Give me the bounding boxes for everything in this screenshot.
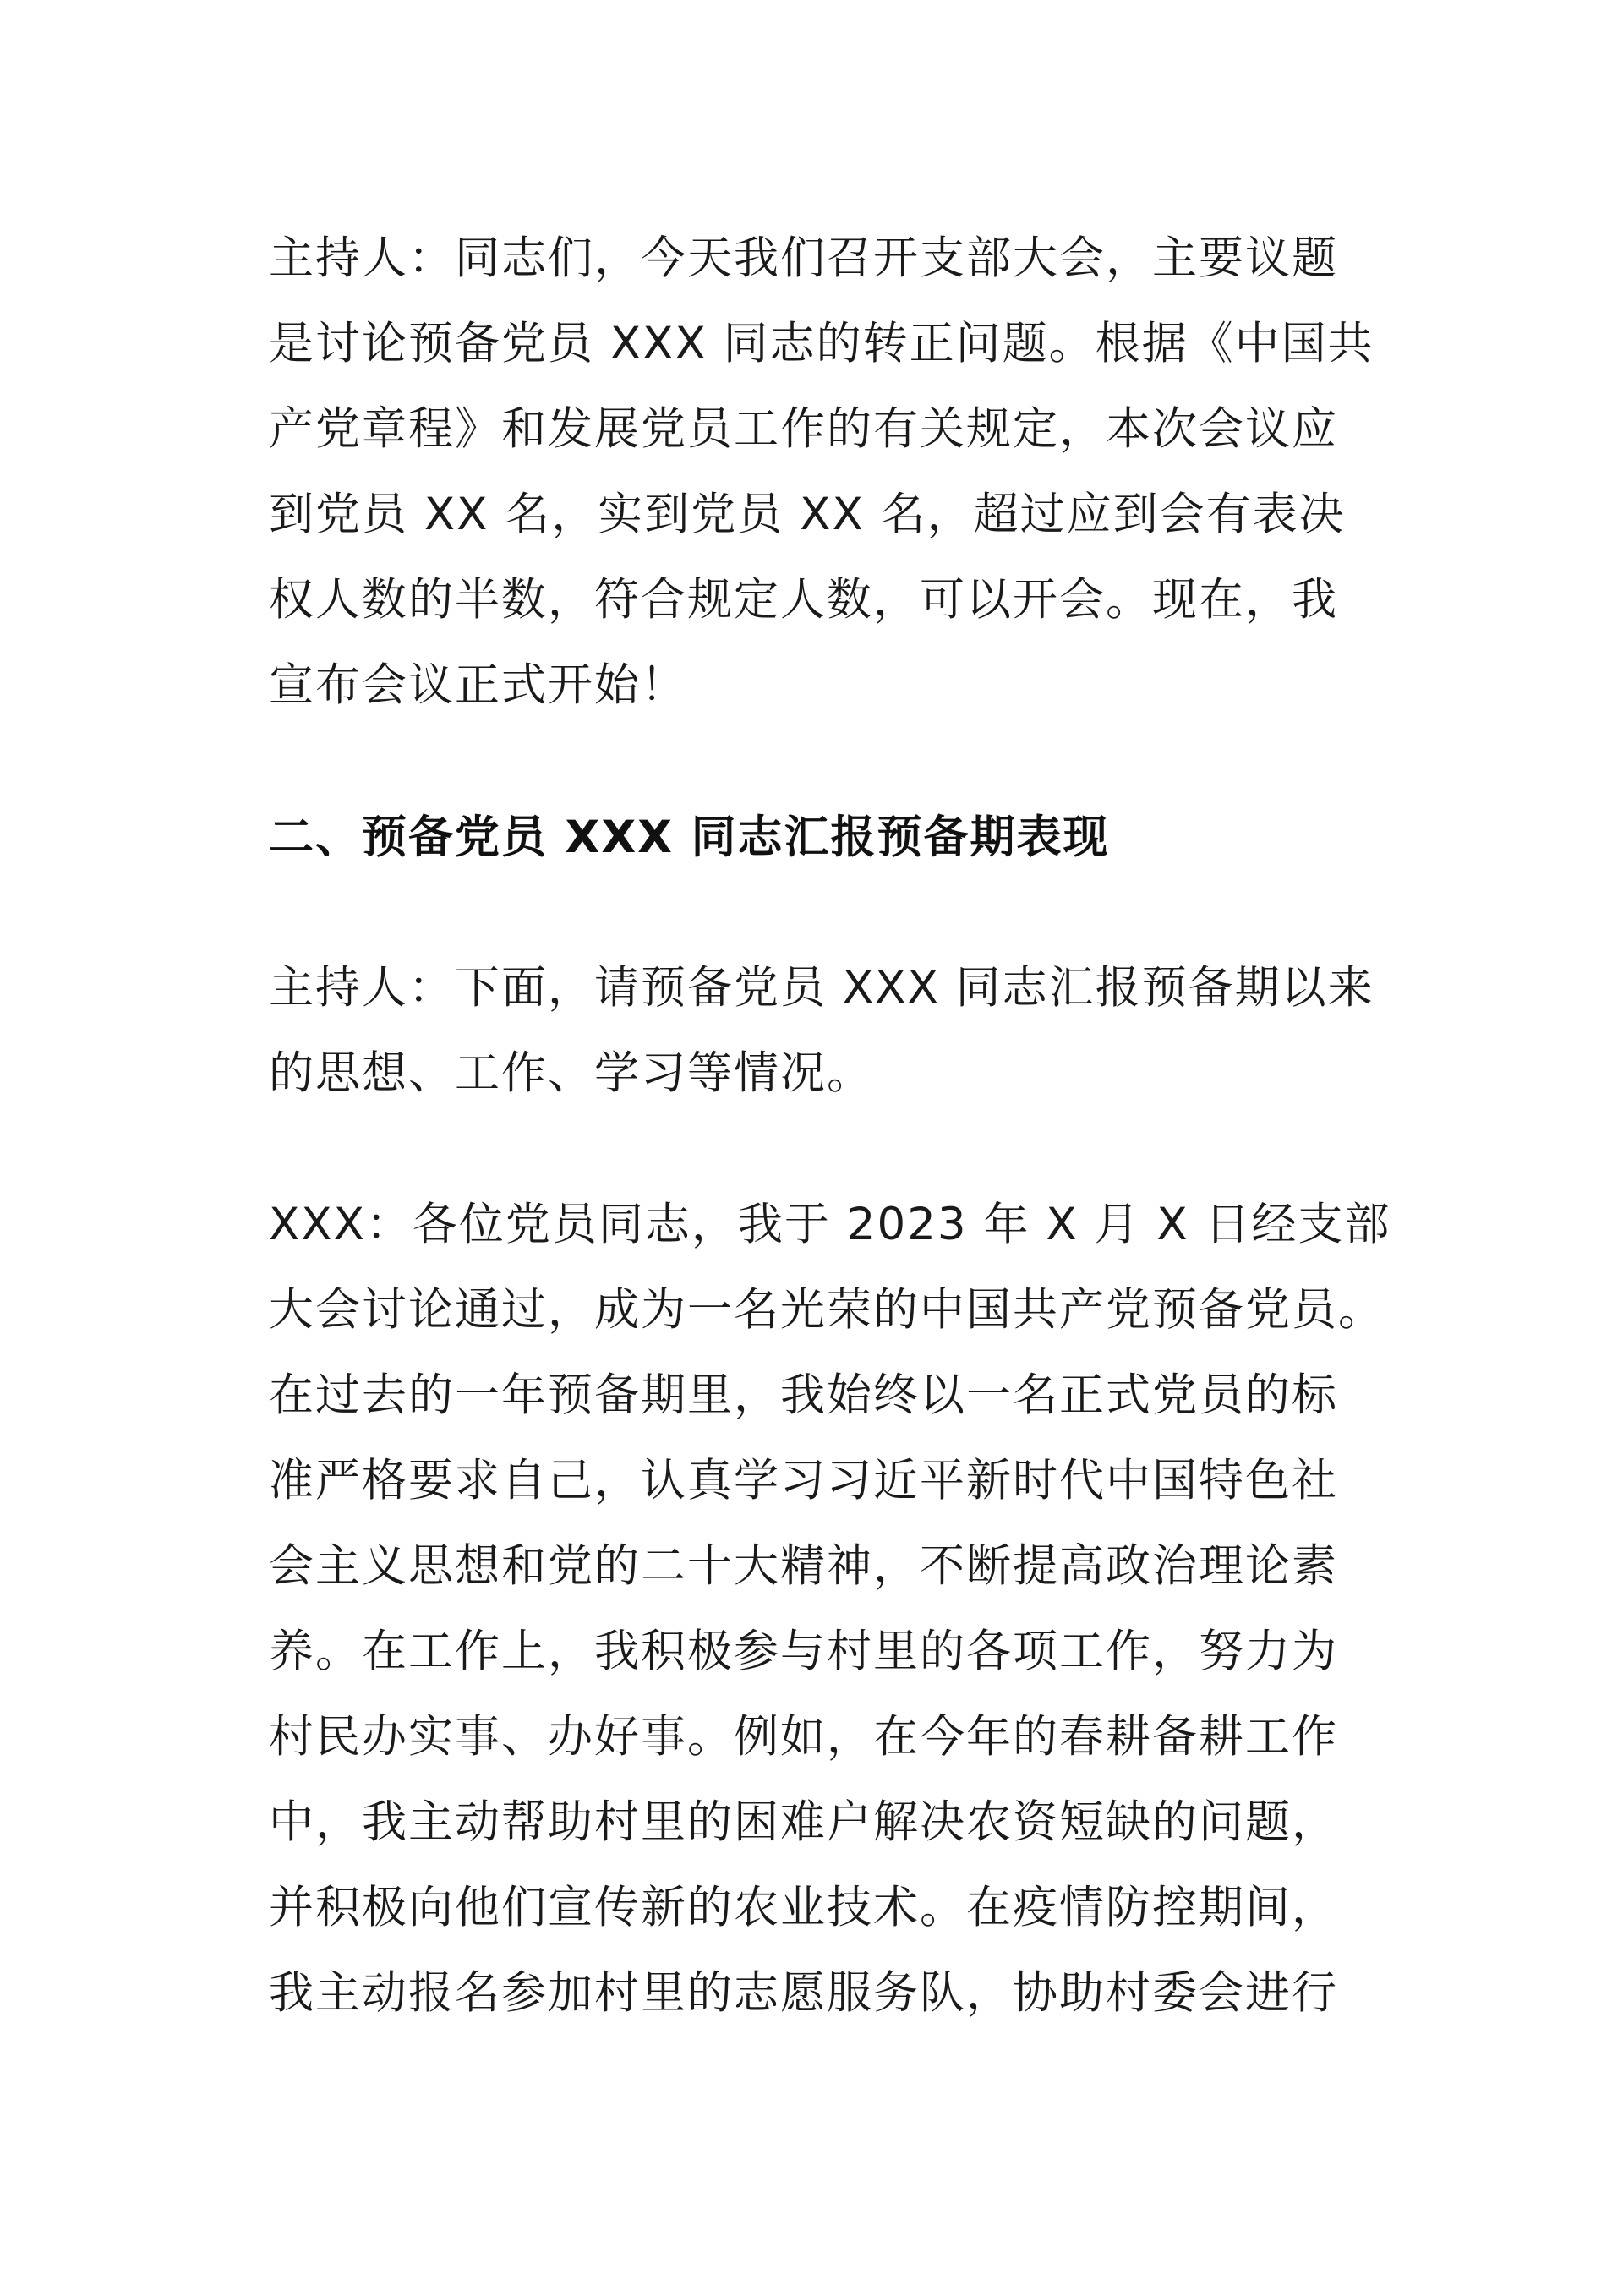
text-line: 大会讨论通过，成为一名光荣的中国共产党预备党员。 [269,1284,1385,1336]
text-line: 宣布会议正式开始！ [269,659,687,711]
text-line: XXX：各位党员同志，我于 2023 年 X 月 X 日经支部 [269,1199,1391,1250]
text-line: 主持人：同志们，今天我们召开支部大会，主要议题 [269,232,1338,284]
text-line: 养。在工作上，我积极参与村里的各项工作，努力为 [269,1626,1338,1677]
text-line: 会主义思想和党的二十大精神，不断提高政治理论素 [269,1540,1338,1592]
heading-text: 二、预备党员 XXX 同志汇报预备期表现 [269,812,1110,863]
text-line: 在过去的一年预备期里，我始终以一名正式党员的标 [269,1369,1338,1421]
section-heading [269,795,1385,880]
text-line: 村民办实事、办好事。例如，在今年的春耕备耕工作 [269,1711,1338,1763]
text-line: 到党员 XX 名，实到党员 XX 名，超过应到会有表决 [269,489,1346,540]
paragraph-host-request [269,945,1385,1116]
text-line: 的思想、工作、学习等情况。 [269,1047,873,1099]
paragraph-report [269,1182,1391,2036]
paragraph-opening [269,216,1385,728]
text-line: 是讨论预备党员 XXX 同志的转正问题。根据《中国共 [269,318,1374,369]
text-line: 我主动报名参加村里的志愿服务队，协助村委会进行 [269,1967,1338,2019]
text-line: 并积极向他们宣传新的农业技术。在疫情防控期间， [269,1882,1338,1933]
text-line: 权人数的半数，符合规定人数，可以开会。现在，我 [269,574,1338,626]
text-line: 中，我主动帮助村里的困难户解决农资短缺的问题， [269,1796,1338,1848]
text-line: 准严格要求自己，认真学习习近平新时代中国特色社 [269,1455,1338,1506]
text-line: 产党章程》和发展党员工作的有关规定，本次会议应 [269,403,1338,455]
text-line: 主持人：下面，请预备党员 XXX 同志汇报预备期以来 [269,962,1374,1014]
